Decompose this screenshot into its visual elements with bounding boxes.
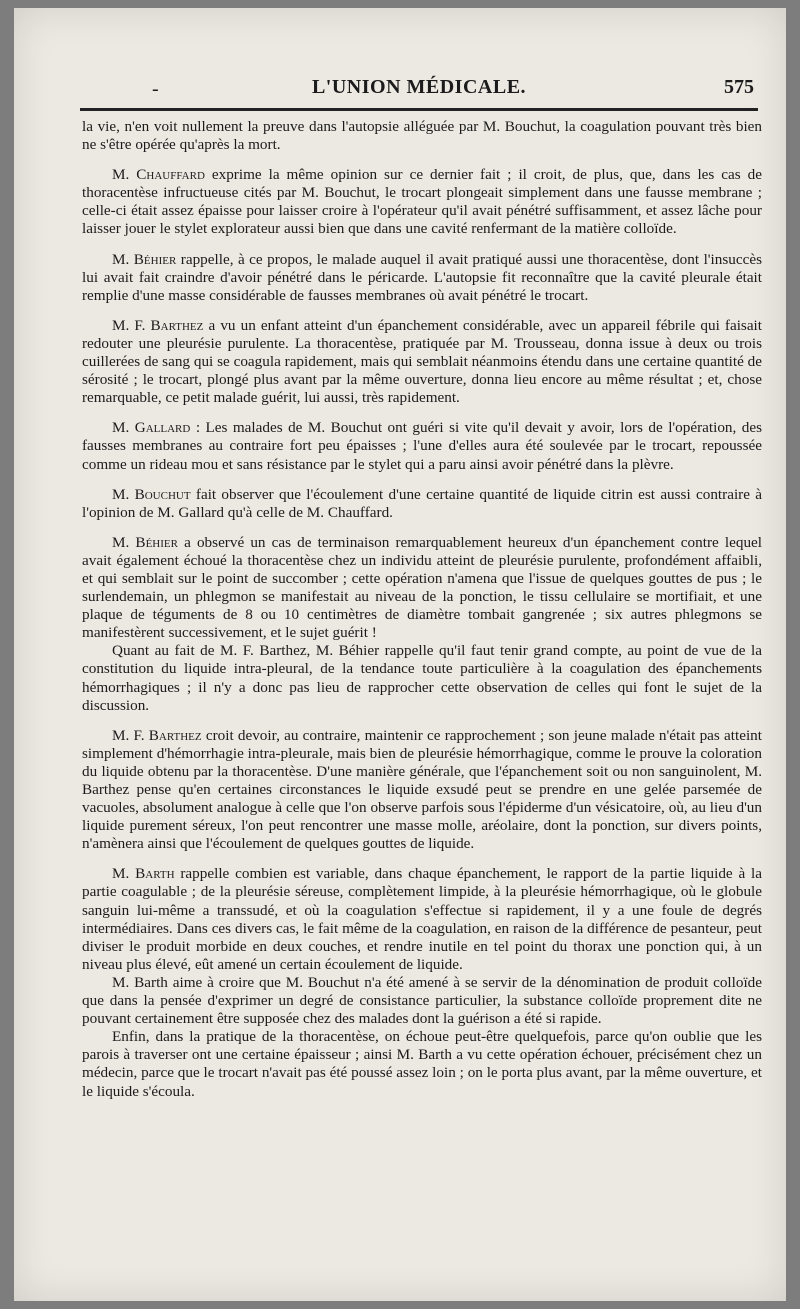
paragraph: M. Barth rappelle combien est variable, dans chaque épanchement, le rapport de la partie liquide à la partie coagulable ; de la pleurésie séreuse, complètement limpide, à la pleurésie hémorrhagique, où le globule sanguin lui-même a transsudé, et où la coagulation s'effectue si rapidement, il y a une foule de degrés intermédiaires. Dans ces divers cas, le fait même de la coagulation, en raison de la différence de pesanteur, peut diviser le produit morbide en deux couches, et rendre inutile en tel point du thorax une ponction qui, à un niveau plus élevé, eût amené un certain écoulement de liquide. xyxy=(82,865,762,973)
paragraph: M. Bouchut fait observer que l'écoulement d'une certaine quantité de liquide citrin est aussi contraire à l'opinion de M. Gallard qu'à celle de M. Chauffard. xyxy=(82,485,763,521)
paragraph: M. F. Barthez croit devoir, au contraire, maintenir ce rapprochement ; son jeune malade n'était pas atteint simplement d'hémorrhagie intra-pleurale, mais bien de pleurésie hémorrhagique, comme le prouve la coloration du liquide obtenu par la thoracentèse. D'une manière générale, que l'épanchement soit ou non sanguinolent, M. Barthez pense qu'en certaines circonstances le liquide exsudé peut se prendre en une gelée parsemée de vacuoles, absolument analogue à celle que l'on observe parfois sous l'épiderme d'un vésicatoire, où, au lieu d'un liquide purement séreux, l'on peut rencontrer une masse molle, aréolaire, dont la ponction, sur divers points, n'amènera ainsi que l'écoulement de quelques gouttes de liquide. xyxy=(82,726,762,853)
journal-title: L'UNION MÉDICALE. xyxy=(311,76,527,98)
paragraph: M. Béhier a observé un cas de terminaison remarquablement heureux d'un épanchement contre lequel avait également échoué la thoracentèse chez un individu atteint de pleurésie purulente, profondément affaibli, et qui semblait sur le point de succomber ; cette opération n'amena que l'issue de quelques gouttes de pus ; le surlendemain, un phlegmon se manifestait au niveau de la ponction, le tissu cellulaire se mortifiait, et une plaque de téguments de 8 ou 10 centimètres de diamètre tombait gangrenée ; six autres phlegmons se manifestèrent successivement, et le sujet guérit ! xyxy=(82,533,762,642)
paragraph: M. Barth aime à croire que M. Bouchut n'a été amené à se servir de la dénomination de produit colloïde que dans la pensée d'exprimer un degré de consistance particulier, la substance colloïde proprement dite ne pouvant certainement être supposée chez des malades dont la guérison a été si rapide. xyxy=(82,973,762,1028)
header-dash: - xyxy=(152,78,159,100)
paragraph: M. Gallard : Les malades de M. Bouchut ont guéri si vite qu'il devait y avoir, lors de l'opération, des fausses membranes au contraire fort peu épaisses ; l'une d'elles aura été soulevée par le trocart, repoussée comme un rideau mou et sans résistance par le stylet qui a paru ainsi avoir pénétré dans la plèvre. xyxy=(82,419,763,473)
speaker-name: M. Barth xyxy=(112,865,175,883)
speaker-name: M. Gallard xyxy=(112,419,191,437)
article-body xyxy=(82,118,762,1101)
page-number: 575 xyxy=(724,76,754,98)
speaker-name: M. Béhier xyxy=(112,533,178,551)
speaker-name: M. Chauffard xyxy=(112,166,205,184)
paragraph: Quant au fait de M. F. Barthez, M. Béhier rappelle qu'il faut tenir grand compte, au point de vue de la constitution du liquide intra-pleural, de la tendance toute particulière à la coagulation des épanchements hémorrhagiques ; il n'y a donc pas lieu de rapprocher cette observation de celles qui font le sujet de la discussion. xyxy=(82,642,762,714)
speaker-name: M. F. Barthez xyxy=(112,726,202,744)
speaker-name: M. F. Barthez xyxy=(112,316,204,334)
speaker-name: M. Bouchut xyxy=(112,485,191,503)
paragraph: M. F. Barthez a vu un enfant atteint d'un épanchement considérable, avec un appareil fébrile qui faisait redouter une pleurésie purulente. La thoracentèse, pratiquée par M. Trousseau, donna issue à deux ou trois cuillerées de sang qui se coagula rapidement, mais qui semblait néanmoins étendu dans une certaine quantité de sérosité ; le trocart, plongé plus avant par la même ouverture, donna lieu encore au même résultat ; et, chose remarquable, ce petit malade guérit, lui aussi, très rapidement. xyxy=(82,316,762,407)
paragraph: M. Chauffard exprime la même opinion sur ce dernier fait ; il croit, de plus, que, dans les cas de thoracentèse infructueuse cités par M. Bouchut, le trocart plongeait simplement dans une fausse membrane ; celle-ci était assez épaisse pour laisser croire à l'opérateur qu'il avait pénétré suffisamment, et assez lâche pour laisser jouer le stylet explorateur aussi bien que dans une cavité renfermant de la matière colloïde. xyxy=(82,166,763,238)
paragraph: la vie, n'en voit nullement la preuve dans l'autopsie alléguée par M. Bouchut, la coagulation pouvant très bien ne s'être opérée qu'après la mort. xyxy=(82,118,762,154)
paragraph: M. Béhier rappelle, à ce propos, le malade auquel il avait pratiqué aussi une thoracentèse, dont l'insuccès lui avait fait craindre d'avoir pénétré dans le péricarde. L'autopsie fit reconnaître que la cavité pleurale était remplie d'une masse considérable de fausses membranes où avait pénétré le trocart. xyxy=(82,250,762,304)
running-header xyxy=(82,74,756,104)
paragraph: Enfin, dans la pratique de la thoracentèse, on échoue peut-être quelquefois, parce qu'on oublie que les parois à traverser ont une certaine épaisseur ; ainsi M. Barth a vu cette opération échouer, précisément chez un médecin, parce que le trocart n'avait pas été poussé assez loin ; on le porta plus avant, par la même ouverture, et le liquide s'écoula. xyxy=(82,1028,762,1100)
speaker-name: M. Béhier xyxy=(112,250,177,268)
header-rule xyxy=(80,108,758,111)
book-page xyxy=(14,8,786,1301)
